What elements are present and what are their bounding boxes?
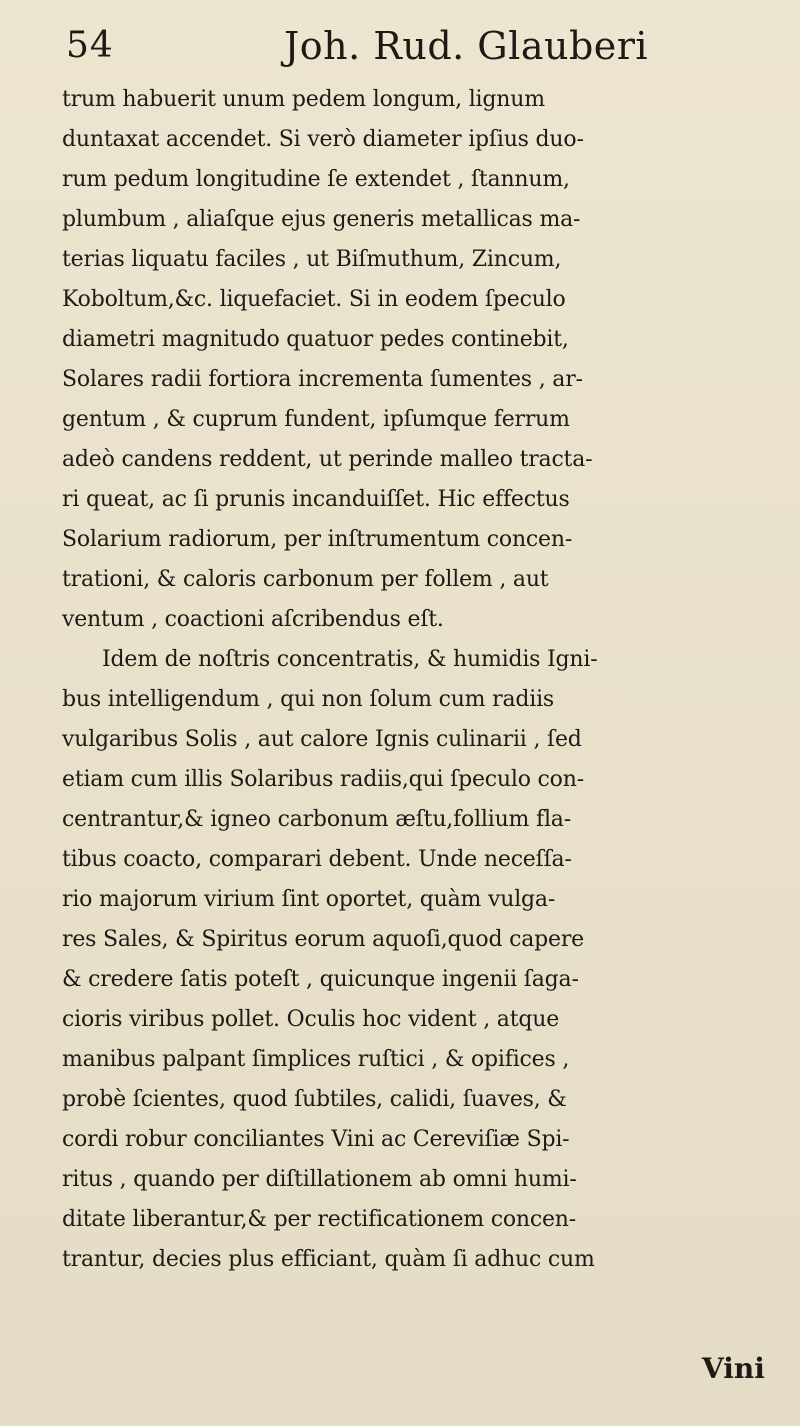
body-text [62, 80, 800, 1280]
text-line: & credere ſatis poteſt , quicunque ingenii ſaga- [62, 967, 579, 992]
text-line: rio majorum virium ſint oportet, quàm vulga- [62, 887, 556, 912]
page-header [60, 18, 780, 76]
text-line: bus intelligendum , qui non ſolum cum radiis [62, 687, 555, 712]
text-line: Solares radii fortiora incrementa ſumentes , ar- [62, 367, 583, 392]
text-line: duntaxat accendet. Si verò diameter ipſius duo- [62, 127, 584, 152]
text-line: cordi robur conciliantes Vini ac Cereviſiæ Spi- [62, 1127, 570, 1152]
text-line: centrantur,& igneo carbonum æſtu,follium fla- [62, 807, 571, 832]
text-line: diametri magnitudo quatuor pedes continebit, [62, 327, 569, 352]
text-line: terias liquatu faciles , ut Biſmuthum, Zincum, [62, 247, 562, 272]
text-line: plumbum , aliaſque ejus generis metallicas ma- [62, 207, 581, 232]
text-line: probè ſcientes, quod ſubtiles, calidi, ſuaves, & [62, 1087, 567, 1112]
text-line: ditate liberantur,& per rectificationem concen- [62, 1207, 576, 1232]
text-line: trantur, decies plus efficiant, quàm ſi adhuc cum [62, 1247, 595, 1272]
paragraph-start-line: Idem de noſtris concentratis, & humidis Igni- [102, 647, 598, 672]
catchword: Vini [702, 1352, 765, 1385]
text-line: cioris viribus pollet. Oculis hoc vident , atque [62, 1007, 560, 1032]
text-line: Solarium radiorum, per inſtrumentum concen- [62, 527, 573, 552]
text-line: trationi, & caloris carbonum per follem , aut [62, 567, 549, 592]
running-head: Joh. Rud. Glauberi [284, 24, 649, 68]
text-line: manibus palpant ſimplices ruſtici , & opifices , [62, 1047, 570, 1072]
text-line: vulgaribus Solis , aut calore Ignis culinarii , ſed [62, 727, 582, 752]
text-line: gentum , & cuprum fundent, ipſumque ferrum [62, 407, 570, 432]
text-line: adeò candens reddent, ut perinde malleo tracta- [62, 447, 593, 472]
text-line: etiam cum illis Solaribus radiis,qui ſpeculo con- [62, 767, 584, 792]
text-line: res Sales, & Spiritus eorum aquoſi,quod capere [62, 927, 584, 952]
text-line: rum pedum longitudine ſe extendet , ſtannum, [62, 167, 570, 192]
text-line: Koboltum,&c. liquefaciet. Si in eodem ſpeculo [62, 287, 566, 312]
text-line: tibus coacto, comparari debent. Unde neceſſa- [62, 847, 572, 872]
page-number: 54 [66, 25, 114, 66]
text-line: ventum , coactioni aſcribendus eſt. [62, 607, 444, 632]
text-line: ri queat, ac ſi prunis incanduiſſet. Hic effectus [62, 487, 570, 512]
text-line: trum habuerit unum pedem longum, lignum [62, 87, 545, 112]
text-line: ritus , quando per diſtillationem ab omni humi- [62, 1167, 577, 1192]
